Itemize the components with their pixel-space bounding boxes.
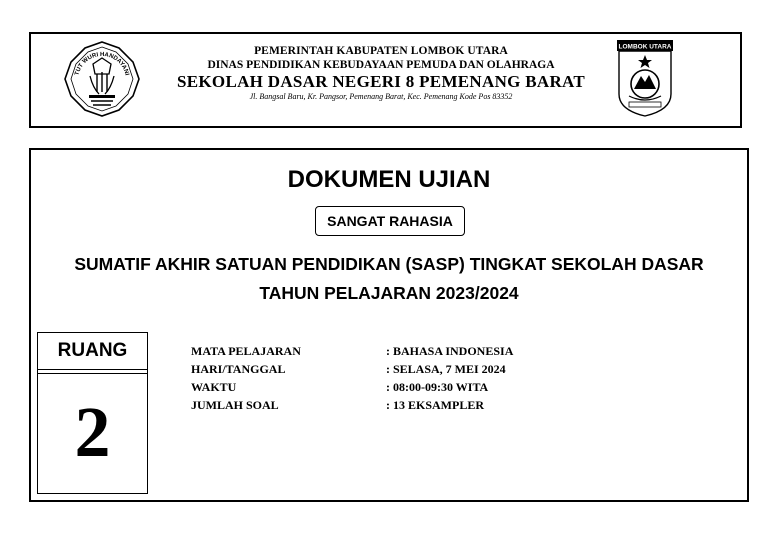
info-row-time	[191, 378, 591, 396]
exam-document-cover	[29, 148, 749, 502]
letterhead-government: PEMERINTAH KABUPATEN LOMBOK UTARA	[254, 45, 508, 57]
info-value: : BAHASA INDONESIA	[386, 343, 514, 358]
lombok-utara-logo	[615, 38, 675, 118]
exam-title	[31, 250, 747, 308]
confidential-badge: SANGAT RAHASIA	[315, 206, 465, 236]
room-divider	[38, 373, 147, 374]
room-number: 2	[74, 391, 111, 472]
logo-left-text: TUT WURI HANDAYANI	[74, 51, 130, 77]
letterhead	[29, 32, 742, 128]
info-row-date	[191, 360, 591, 378]
exam-title-line2: TAHUN PELAJARAN 2023/2024	[259, 283, 519, 303]
exam-title-line1: SUMATIF AKHIR SATUAN PENDIDIKAN (SASP) TINGKAT SEKOLAH DASAR	[74, 254, 704, 274]
info-value: : 13 EKSAMPLER	[386, 397, 485, 412]
letterhead-address: Jl. Bangsal Baru, Kr. Pangsor, Pemenang Barat, Kec. Pemenang Kode Pos 83352	[249, 92, 513, 101]
info-label: WAKTU	[191, 379, 237, 394]
info-row-count	[191, 396, 591, 414]
room-label: RUANG	[38, 333, 147, 370]
exam-info-table	[191, 342, 591, 414]
room-box	[37, 332, 148, 494]
document-title: DOKUMEN UJIAN	[287, 166, 491, 193]
info-value: : SELASA, 7 MEI 2024	[386, 361, 506, 376]
logo-right-text: LOMBOK UTARA	[618, 43, 672, 51]
tut-wuri-handayani-logo	[63, 40, 141, 118]
info-row-subject	[191, 342, 591, 360]
info-value: : 08:00-09:30 WITA	[386, 379, 489, 394]
info-label: JUMLAH SOAL	[191, 397, 279, 412]
letterhead-department: DINAS PENDIDIKAN KEBUDAYAAN PEMUDA DAN OLAHRAGA	[207, 59, 555, 71]
letterhead-school-name: SEKOLAH DASAR NEGERI 8 PEMENANG BARAT	[177, 72, 585, 91]
info-label: MATA PELAJARAN	[191, 343, 301, 358]
info-label: HARI/TANGGAL	[191, 361, 286, 376]
